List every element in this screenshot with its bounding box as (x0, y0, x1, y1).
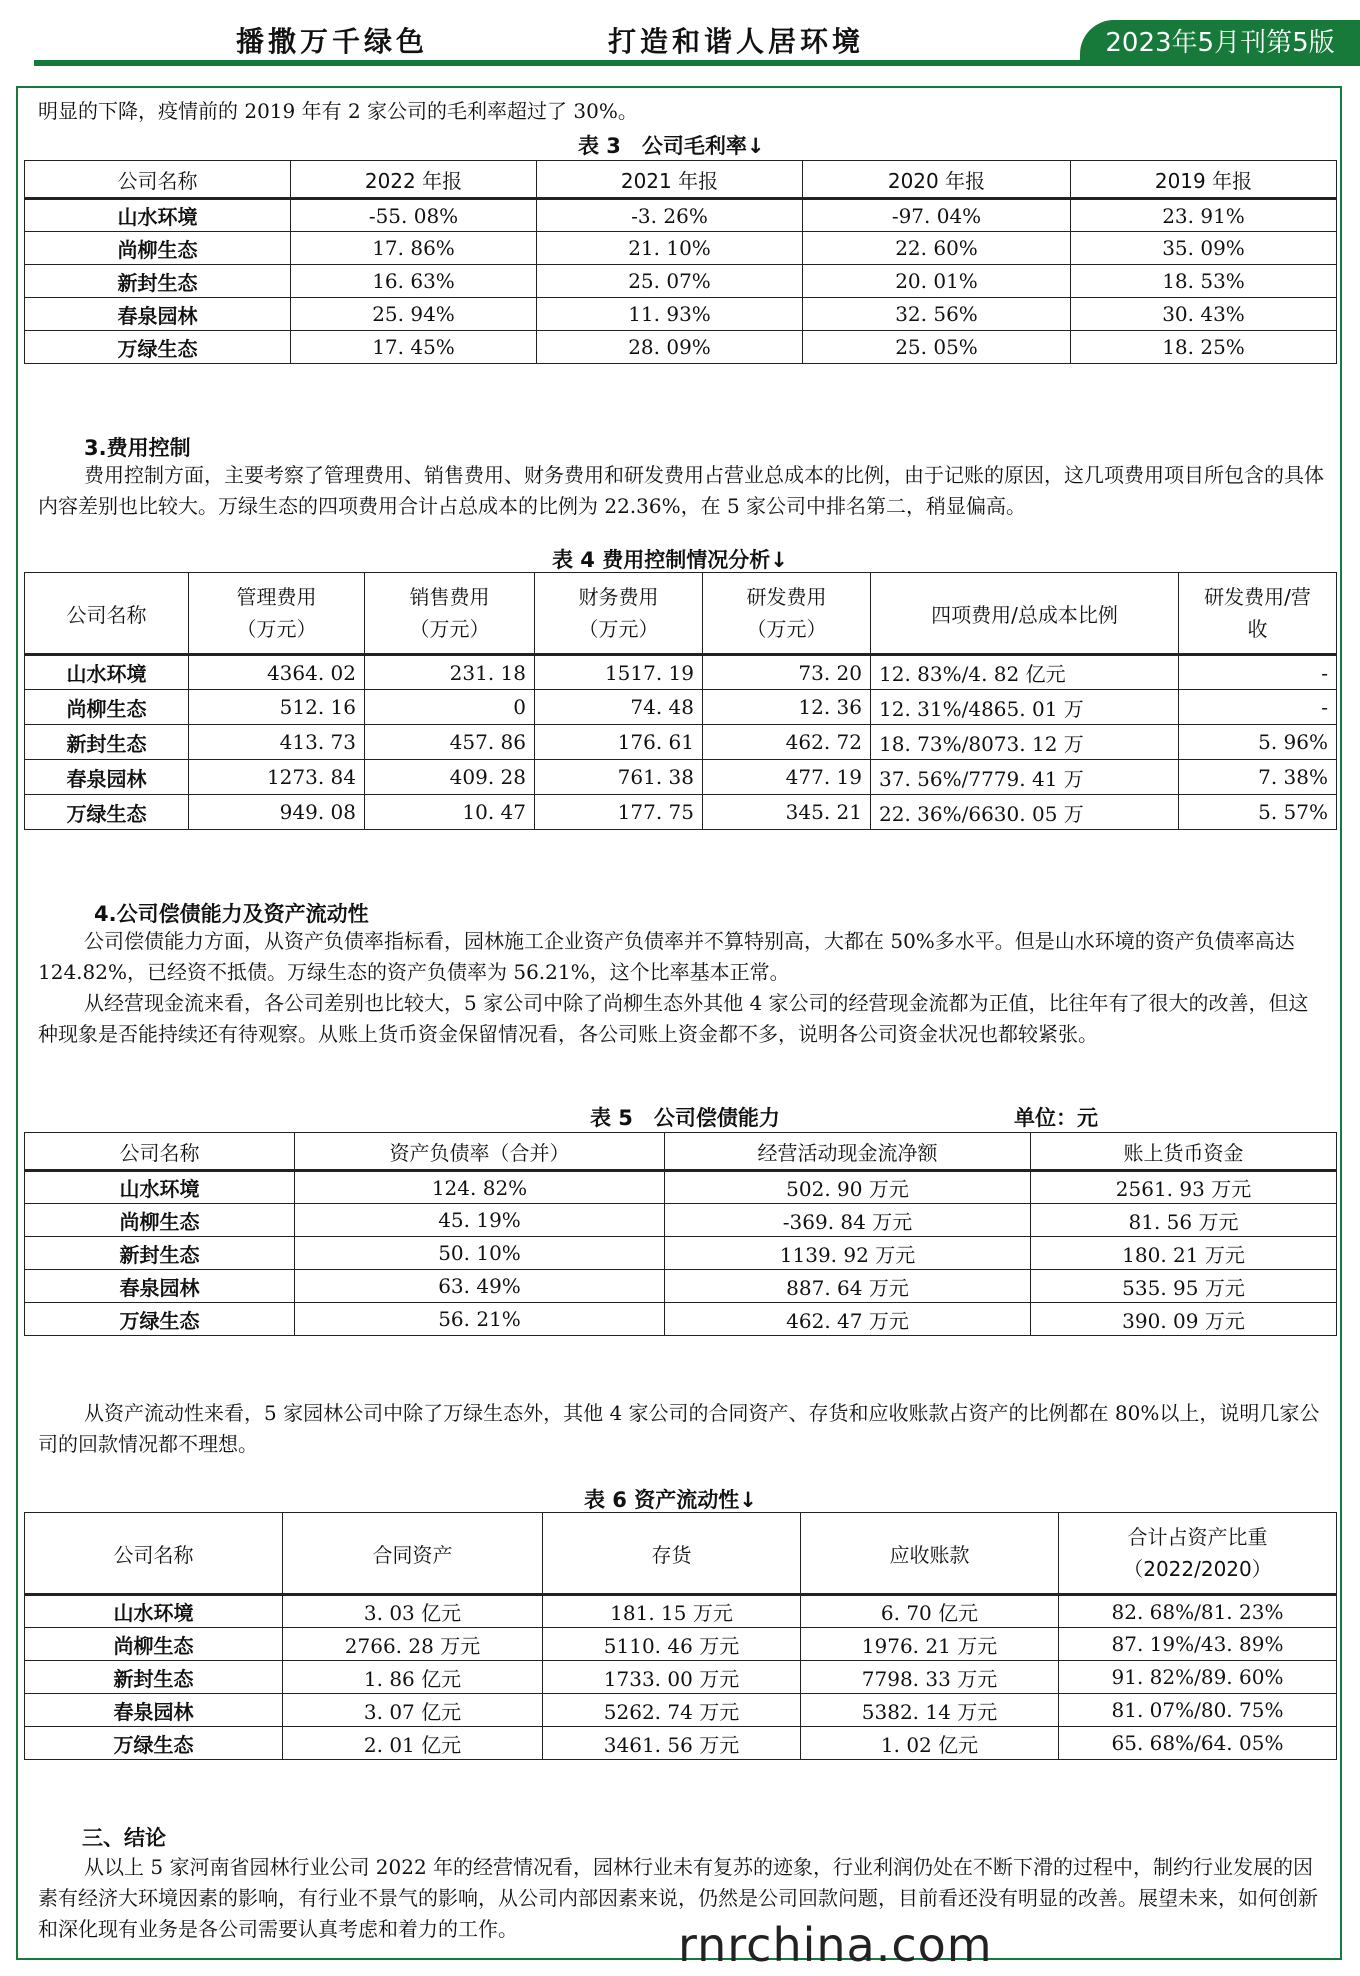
table4-header-line: 财务费用 (578, 585, 659, 609)
table-row (25, 725, 1337, 760)
value-cell: 457. 86 (365, 725, 535, 760)
company-name-cell: 尚柳生态 (25, 690, 189, 725)
value-cell: 5262. 74 万元 (543, 1694, 801, 1727)
intro-line: 明显的下降，疫情前的 2019 年有 2 家公司的毛利率超过了 30%。 (38, 99, 638, 123)
value-cell: 81. 07%/80. 75% (1059, 1694, 1337, 1727)
table-row (25, 1661, 1337, 1694)
value-cell: 535. 95 万元 (1031, 1270, 1337, 1303)
value-cell: 18. 25% (1071, 331, 1337, 364)
value-cell: 21. 10% (537, 232, 803, 265)
table6-header-line: （2022/2020） (1123, 1557, 1272, 1581)
value-cell: 56. 21% (295, 1303, 665, 1336)
table5-header-cell (25, 1133, 295, 1171)
section3-title: 3.费用控制 (84, 436, 191, 460)
value-cell: 3461. 56 万元 (543, 1727, 801, 1760)
table4-header-cell (1179, 573, 1337, 655)
value-cell: 512. 16 (189, 690, 365, 725)
value-cell: 35. 09% (1071, 232, 1337, 265)
value-cell: 23. 91% (1071, 199, 1337, 232)
value-cell: 176. 61 (535, 725, 703, 760)
table6-header-line: 应收账款 (889, 1542, 970, 1567)
table-row (25, 1628, 1337, 1661)
table6-caption: 表 6 资产流动性↓ (584, 1488, 757, 1512)
value-cell: 462. 72 (703, 725, 871, 760)
value-cell: 45. 19% (295, 1204, 665, 1237)
value-cell: - (1179, 690, 1337, 725)
table-row (25, 1270, 1337, 1303)
company-name-cell: 山水环境 (25, 655, 189, 690)
table-row (25, 232, 1337, 265)
table4-header-cell (871, 573, 1179, 655)
company-name-cell: 新封生态 (25, 725, 189, 760)
watermark: rnrchina.com (678, 1918, 993, 1972)
value-cell: 25. 94% (291, 298, 537, 331)
table-row (25, 1237, 1337, 1270)
issue-badge: 2023年5月刊第5版 (1080, 20, 1360, 66)
company-name-cell: 尚柳生态 (25, 1628, 283, 1661)
value-cell: 74. 48 (535, 690, 703, 725)
table3-header-line: 2019 年报 (1154, 168, 1253, 193)
value-cell: 1. 86 亿元 (283, 1661, 543, 1694)
table4-header-line: 销售费用 (409, 585, 490, 609)
page-header (0, 0, 1360, 72)
table5-unit: 单位：元 (1014, 1106, 1098, 1130)
table-row (25, 690, 1337, 725)
table6-header-cell (25, 1513, 283, 1595)
company-name-cell: 春泉园林 (25, 298, 291, 331)
company-name-cell: 新封生态 (25, 1661, 283, 1694)
company-name-cell: 万绿生态 (25, 331, 291, 364)
value-cell: 1976. 21 万元 (801, 1628, 1059, 1661)
conclusion-paragraph: 从以上 5 家河南省园林行业公司 2022 年的经营情况看，园林行业未有复苏的迹象，行业利润仍处在不断下滑的过程中，制约行业发展的因素有经济大环境因素的影响，有行业不景气的影响，从公司内部因素来说，仍然是公司回款问题，目前看还没有明显的改善。展望未来，如何创新和深化现有业务是各公司需要认真考虑和着力的工作。 (38, 1855, 1318, 1941)
table-row (25, 760, 1337, 795)
value-cell: 16. 63% (291, 265, 537, 298)
table-row (25, 298, 1337, 331)
value-cell: 5382. 14 万元 (801, 1694, 1059, 1727)
value-cell: 18. 73%/8073. 12 万 (871, 725, 1179, 760)
table-row (25, 1171, 1337, 1204)
conclusion-title: 三、结论 (82, 1826, 166, 1850)
table-row (25, 1303, 1337, 1336)
table6-header-line: 合同资产 (372, 1542, 453, 1567)
company-name-cell: 尚柳生态 (25, 232, 291, 265)
value-cell: 477. 19 (703, 760, 871, 795)
value-cell: 413. 73 (189, 725, 365, 760)
table5-solvency (24, 1132, 1337, 1336)
value-cell: 5. 96% (1179, 725, 1337, 760)
value-cell: - (1179, 655, 1337, 690)
value-cell: 12. 31%/4865. 01 万 (871, 690, 1179, 725)
company-name-cell: 山水环境 (25, 1171, 295, 1204)
table6-header-cell (801, 1513, 1059, 1595)
table4-header-line: 公司名称 (66, 602, 147, 627)
value-cell: 12. 36 (703, 690, 871, 725)
value-cell: 18. 53% (1071, 265, 1337, 298)
table4-header-line: （万元） (409, 617, 490, 641)
value-cell: -55. 08% (291, 199, 537, 232)
value-cell: 887. 64 万元 (665, 1270, 1031, 1303)
table-row (25, 1727, 1337, 1760)
company-name-cell: 新封生态 (25, 1237, 295, 1270)
value-cell: 87. 19%/43. 89% (1059, 1628, 1337, 1661)
table3-header-cell (1071, 161, 1337, 199)
table5-header-cell (1031, 1133, 1337, 1171)
company-name-cell: 春泉园林 (25, 760, 189, 795)
table3-header-cell (803, 161, 1071, 199)
value-cell: 63. 49% (295, 1270, 665, 1303)
table5-header-cell (665, 1133, 1031, 1171)
value-cell: 949. 08 (189, 795, 365, 830)
value-cell: -97. 04% (803, 199, 1071, 232)
company-name-cell: 春泉园林 (25, 1694, 283, 1727)
value-cell: 181. 15 万元 (543, 1595, 801, 1628)
company-name-cell: 万绿生态 (25, 1727, 283, 1760)
table4-header-line: 四项费用/总成本比例 (931, 602, 1118, 627)
value-cell: 2. 01 亿元 (283, 1727, 543, 1760)
table6-asset-liquidity (24, 1512, 1337, 1760)
value-cell: 0 (365, 690, 535, 725)
table-row (25, 795, 1337, 830)
table5-caption: 表 5 公司偿债能力 (590, 1106, 780, 1130)
table3-header-line: 2020 年报 (887, 168, 986, 193)
value-cell: 3. 07 亿元 (283, 1694, 543, 1727)
table3-header-cell (537, 161, 803, 199)
table4-expense-control (24, 572, 1337, 830)
section4-paragraph-2: 从经营现金流来看，各公司差别也比较大，5 家公司中除了尚柳生态外其他 4 家公司的经营现金流都为正值，比往年有了很大的改善，但这种现象是否能持续还有待观察。从账上货币资金保留情况看，各公司账上资金都不多，说明各公司资金状况也都较紧张。 (38, 991, 1309, 1046)
value-cell: 17. 86% (291, 232, 537, 265)
section3-paragraph: 费用控制方面，主要考察了管理费用、销售费用、财务费用和研发费用占营业总成本的比例，由于记账的原因，这几项费用项目所包含的具体内容差别也比较大。万绿生态的四项费用合计占总成本的比例为 22.36%，在 5 家公司中排名第二，稍显偏高。 (38, 463, 1324, 518)
table3-header-cell (291, 161, 537, 199)
value-cell: 177. 75 (535, 795, 703, 830)
value-cell: 17. 45% (291, 331, 537, 364)
table4-caption: 表 4 费用控制情况分析↓ (552, 548, 788, 572)
table3-header-line: 2022 年报 (364, 168, 463, 193)
section4-paragraph-1: 公司偿债能力方面，从资产负债率指标看，园林施工企业资产负债率并不算特别高，大都在 50%多水平。但是山水环境的资产负债率高达 124.82%，已经资不抵债。万绿生态的资产负债率为 56.21%，这个比率基本正常。 (38, 929, 1295, 984)
value-cell: 91. 82%/89. 60% (1059, 1661, 1337, 1694)
table4-header-line: 管理费用 (236, 585, 317, 609)
value-cell: 462. 47 万元 (665, 1303, 1031, 1336)
value-cell: 7798. 33 万元 (801, 1661, 1059, 1694)
value-cell: 2561. 93 万元 (1031, 1171, 1337, 1204)
table4-header-line: （万元） (746, 617, 827, 641)
table-row (25, 1694, 1337, 1727)
value-cell: 20. 01% (803, 265, 1071, 298)
value-cell: 345. 21 (703, 795, 871, 830)
table3-gross-margin (24, 160, 1337, 364)
table6-header-line: 合计占资产比重 (1127, 1525, 1268, 1549)
table4-header-line: （万元） (236, 617, 317, 641)
value-cell: 25. 07% (537, 265, 803, 298)
value-cell: 50. 10% (295, 1237, 665, 1270)
company-name-cell: 万绿生态 (25, 1303, 295, 1336)
table4-header-line: 研发费用 (746, 585, 827, 609)
value-cell: 1273. 84 (189, 760, 365, 795)
table4-header-cell (189, 573, 365, 655)
value-cell: 124. 82% (295, 1171, 665, 1204)
table4-header-line: 研发费用/营 (1204, 585, 1311, 609)
company-name-cell: 新封生态 (25, 265, 291, 298)
value-cell: 3. 03 亿元 (283, 1595, 543, 1628)
value-cell: 12. 83%/4. 82 亿元 (871, 655, 1179, 690)
header-slogan-left: 播撒万千绿色 (236, 25, 429, 58)
table5-header-line: 账上货币资金 (1123, 1140, 1244, 1165)
value-cell: -369. 84 万元 (665, 1204, 1031, 1237)
value-cell: 82. 68%/81. 23% (1059, 1595, 1337, 1628)
company-name-cell: 万绿生态 (25, 795, 189, 830)
table3-header-line: 2021 年报 (620, 168, 719, 193)
table3-header-line: 公司名称 (117, 168, 198, 193)
company-name-cell: 山水环境 (25, 199, 291, 232)
value-cell: 6. 70 亿元 (801, 1595, 1059, 1628)
company-name-cell: 尚柳生态 (25, 1204, 295, 1237)
value-cell: 65. 68%/64. 05% (1059, 1727, 1337, 1760)
company-name-cell: 春泉园林 (25, 1270, 295, 1303)
table6-header-cell (543, 1513, 801, 1595)
table5-header-cell (295, 1133, 665, 1171)
value-cell: 390. 09 万元 (1031, 1303, 1337, 1336)
value-cell: 2766. 28 万元 (283, 1628, 543, 1661)
table4-header-line: （万元） (578, 617, 659, 641)
value-cell: 409. 28 (365, 760, 535, 795)
value-cell: 81. 56 万元 (1031, 1204, 1337, 1237)
table4-header-line: 收 (1247, 617, 1268, 641)
table-row (25, 331, 1337, 364)
table-row (25, 1595, 1337, 1628)
table4-header-cell (535, 573, 703, 655)
header-slogan-right: 打造和谐人居环境 (608, 25, 865, 58)
value-cell: 231. 18 (365, 655, 535, 690)
value-cell: 25. 05% (803, 331, 1071, 364)
value-cell: 5. 57% (1179, 795, 1337, 830)
value-cell: 761. 38 (535, 760, 703, 795)
value-cell: 11. 93% (537, 298, 803, 331)
value-cell: 28. 09% (537, 331, 803, 364)
value-cell: 37. 56%/7779. 41 万 (871, 760, 1179, 795)
value-cell: 5110. 46 万元 (543, 1628, 801, 1661)
company-name-cell: 山水环境 (25, 1595, 283, 1628)
table4-header-cell (25, 573, 189, 655)
table6-header-line: 存货 (651, 1542, 692, 1567)
table4-header-cell (703, 573, 871, 655)
table-row (25, 655, 1337, 690)
value-cell: 1. 02 亿元 (801, 1727, 1059, 1760)
value-cell: 1517. 19 (535, 655, 703, 690)
value-cell: 32. 56% (803, 298, 1071, 331)
table5-header-line: 公司名称 (119, 1140, 200, 1165)
table6-header-line: 公司名称 (113, 1542, 194, 1567)
table5-header-line: 资产负债率（合并） (389, 1140, 570, 1165)
value-cell: 4364. 02 (189, 655, 365, 690)
value-cell: 1733. 00 万元 (543, 1661, 801, 1694)
value-cell: 22. 36%/6630. 05 万 (871, 795, 1179, 830)
table-row (25, 1204, 1337, 1237)
table6-header-cell (1059, 1513, 1337, 1595)
table-row (25, 265, 1337, 298)
table3-caption: 表 3 公司毛利率↓ (578, 134, 765, 158)
value-cell: 1139. 92 万元 (665, 1237, 1031, 1270)
table4-header-cell (365, 573, 535, 655)
value-cell: 502. 90 万元 (665, 1171, 1031, 1204)
value-cell: 7. 38% (1179, 760, 1337, 795)
table-row (25, 199, 1337, 232)
value-cell: -3. 26% (537, 199, 803, 232)
table3-header-cell (25, 161, 291, 199)
value-cell: 10. 47 (365, 795, 535, 830)
table6-header-cell (283, 1513, 543, 1595)
liquidity-paragraph: 从资产流动性来看，5 家园林公司中除了万绿生态外，其他 4 家公司的合同资产、存货和应收账款占资产的比例都在 80%以上，说明几家公司的回款情况都不理想。 (38, 1401, 1320, 1456)
value-cell: 30. 43% (1071, 298, 1337, 331)
section4-title: 4.公司偿债能力及资产流动性 (94, 902, 369, 926)
value-cell: 73. 20 (703, 655, 871, 690)
value-cell: 180. 21 万元 (1031, 1237, 1337, 1270)
value-cell: 22. 60% (803, 232, 1071, 265)
table5-header-line: 经营活动现金流净额 (757, 1140, 938, 1165)
